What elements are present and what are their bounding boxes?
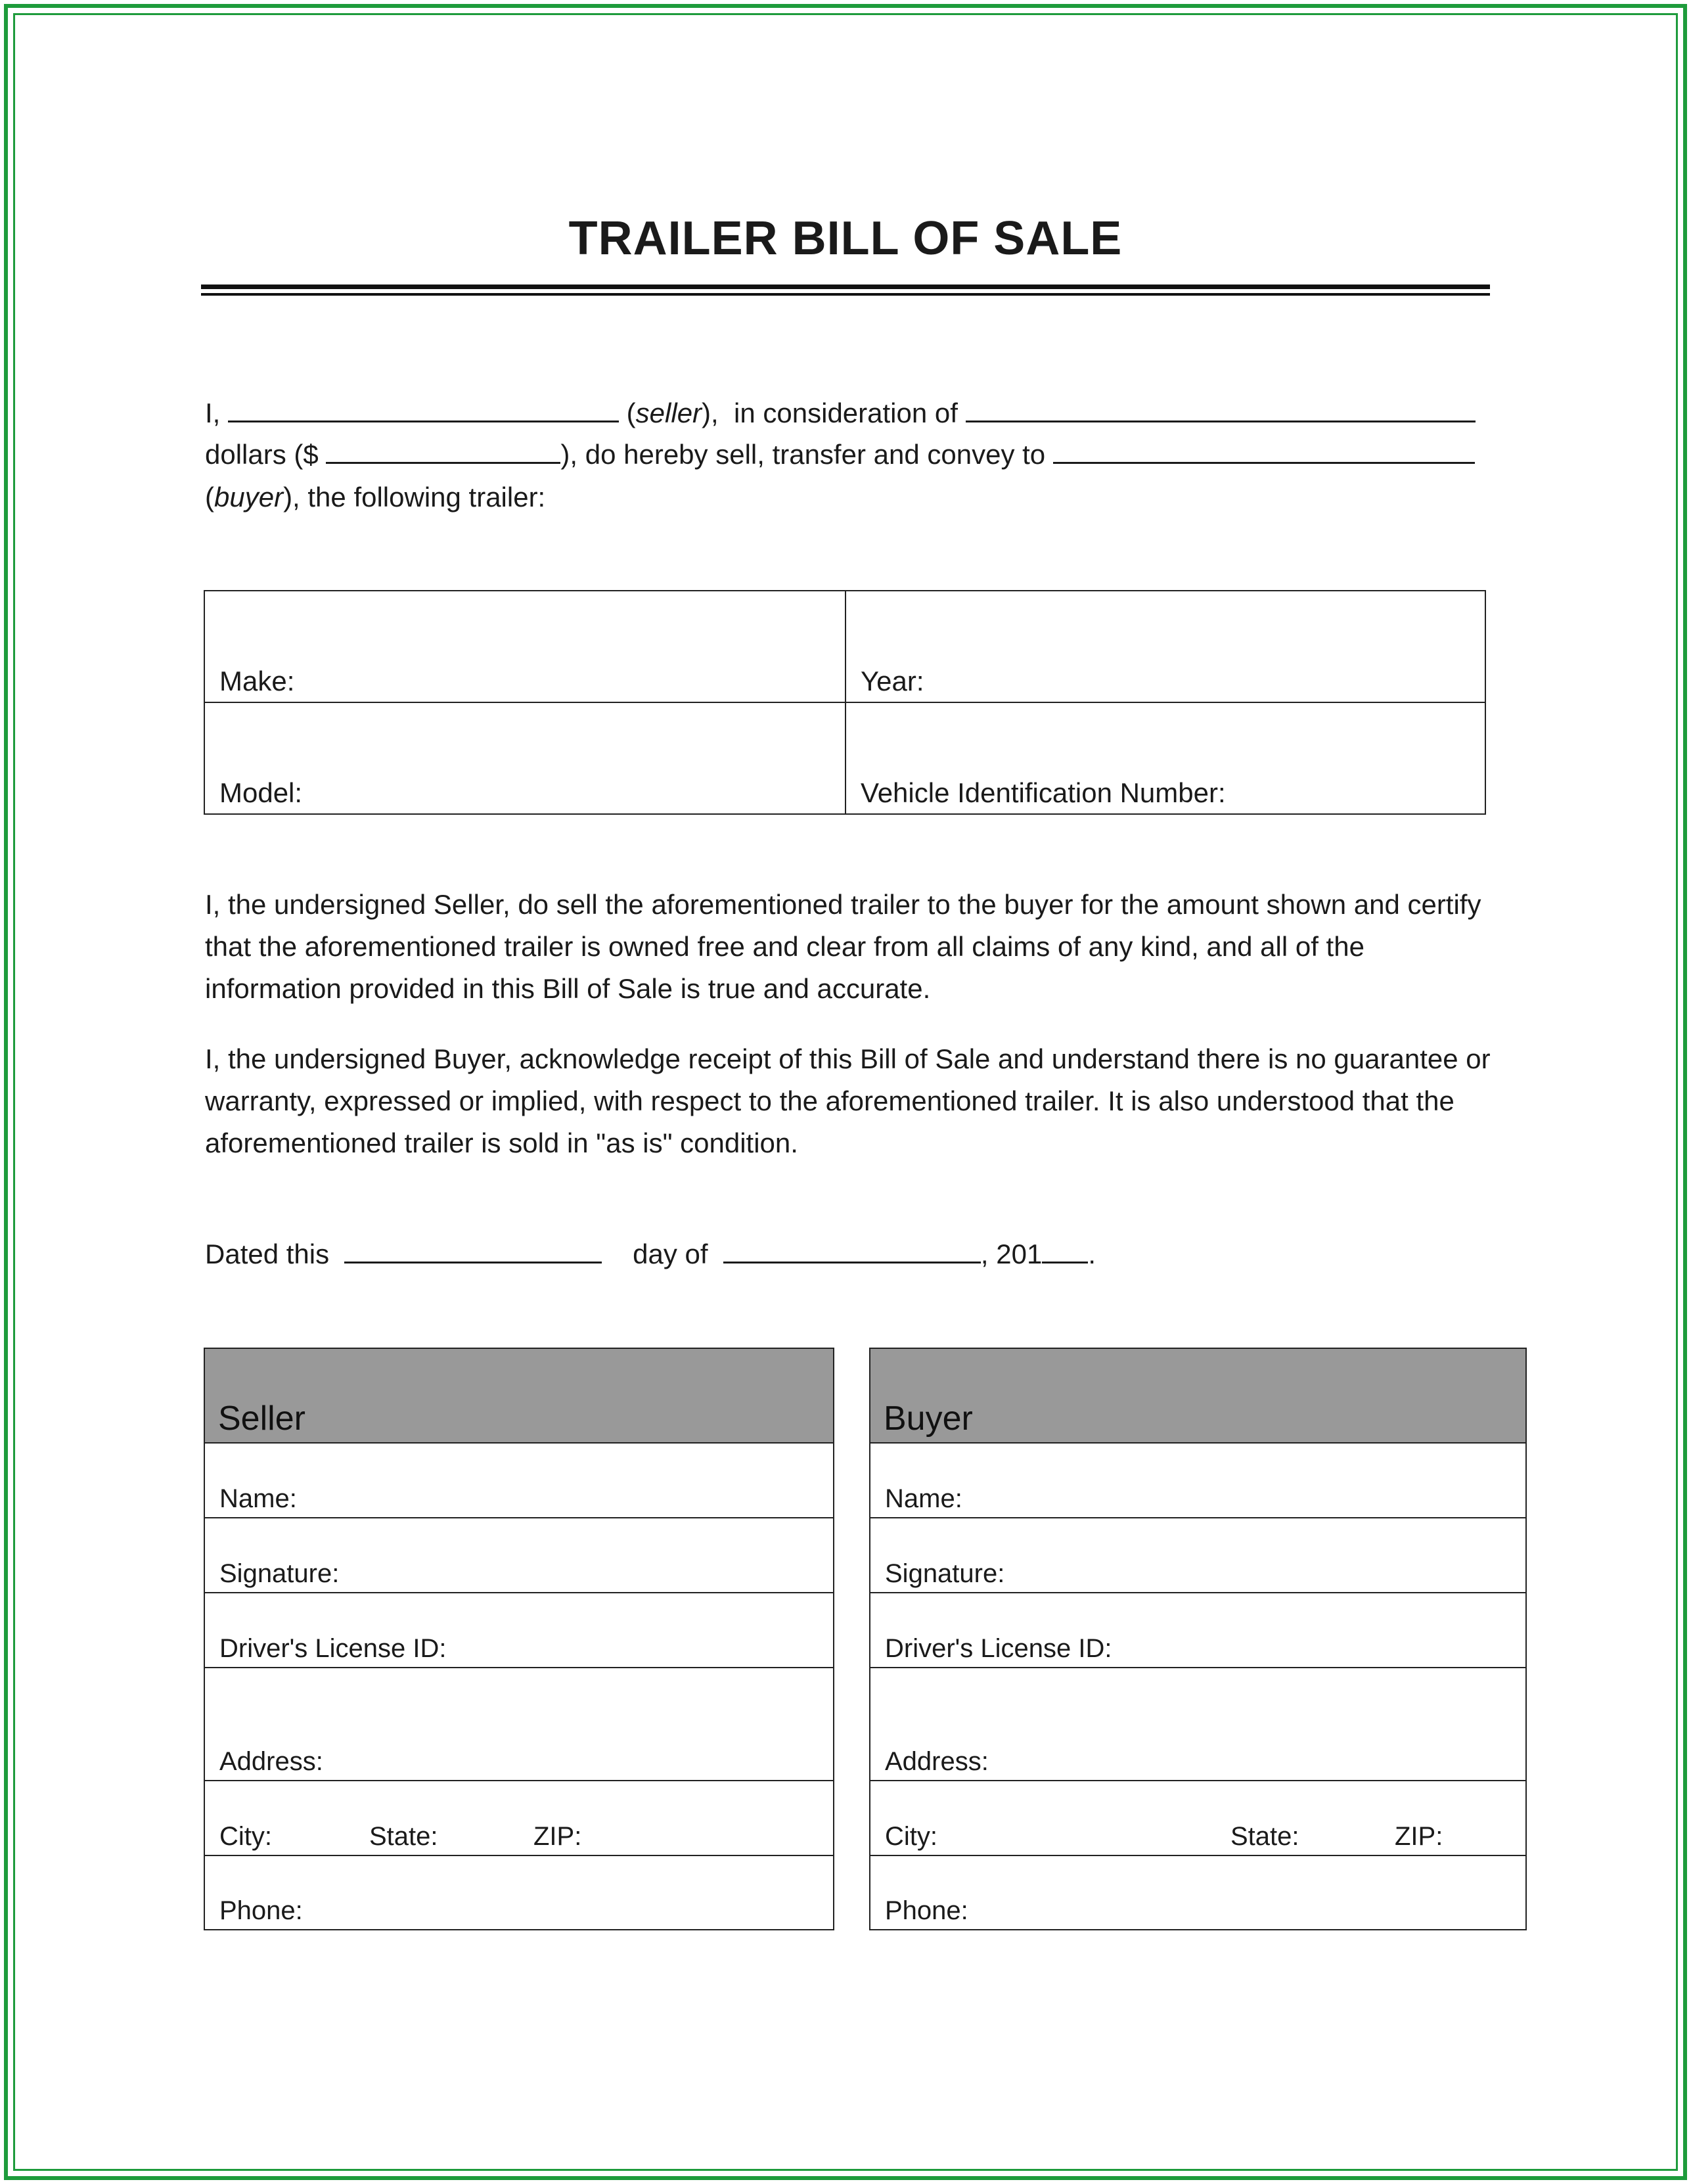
seller-address-row[interactable] [205,1668,833,1781]
buyer-header [870,1349,1525,1444]
seller-header [205,1349,833,1444]
seller-name-row[interactable] [205,1444,833,1518]
seller-license-label: Driver's License ID: [219,1634,447,1663]
buyer-signature-label: Signature: [885,1559,1005,1588]
buyer-statement: I, the undersigned Buyer, acknowledge receipt of this Bill of Sale and understand there is no guarantee or warranty, expressed or implied, with respect to the aforementioned trailer. It is also understood that the aforementioned trailer is sold in "as is" condition. [205,1043,1491,1158]
seller-term: seller [635,398,702,428]
buyer-table [869,1348,1527,1930]
buyer-zip-label: ZIP: [1395,1822,1443,1851]
buyer-address-label: Address: [885,1747,989,1776]
seller-state-label: State: [369,1822,438,1851]
vehicle-vin-cell[interactable] [846,703,1485,813]
buyer-state-label: State: [1230,1822,1299,1851]
dollar-amount-blank[interactable] [326,438,560,464]
buyer-address-row[interactable] [870,1668,1525,1781]
buyer-license-row[interactable] [870,1593,1525,1668]
buyer-city-row[interactable] [870,1781,1525,1856]
buyer-license-label: Driver's License ID: [885,1634,1112,1663]
seller-city-row[interactable] [205,1781,833,1856]
vehicle-year-cell[interactable] [846,591,1485,703]
intro-line-1: I, (seller), in consideration of [205,396,1476,431]
seller-zip-label: ZIP: [533,1822,582,1851]
intro-line-3: (buyer), the following trailer: [205,482,546,512]
model-label: Model: [219,777,303,808]
seller-statement: I, the undersigned Seller, do sell the aforementioned trailer to the buyer for the amount shown and certify that the aforementioned trailer is owned free and clear from all claims of any kind, and all of the information provided in this Bill of Sale is true and accurate. [205,889,1481,1004]
make-label: Make: [219,666,295,696]
seller-signature-label: Signature: [219,1559,340,1588]
title-rule-thin [201,293,1490,296]
seller-phone-row[interactable] [205,1856,833,1929]
title-rule-thick [201,284,1490,289]
buyer-name-label: Name: [885,1484,962,1513]
seller-signature-row[interactable] [205,1518,833,1593]
consideration-blank[interactable] [966,397,1476,422]
dated-line: Dated this day of , 201 . [205,1239,1096,1269]
vehicle-make-cell[interactable] [205,591,846,703]
seller-name-blank[interactable] [228,397,619,422]
day-blank[interactable] [344,1238,602,1263]
month-blank[interactable] [723,1238,981,1263]
buyer-term: buyer [214,482,284,512]
intro-line-2: dollars ($ ), do hereby sell, transfer and convey to [205,437,1475,472]
vehicle-table [204,590,1486,815]
seller-name-label: Name: [219,1484,297,1513]
buyer-heading: Buyer [884,1399,973,1438]
document-title: TRAILER BILL OF SALE [568,212,1123,265]
seller-table [204,1348,834,1930]
buyer-signature-row[interactable] [870,1518,1525,1593]
seller-heading: Seller [218,1399,305,1438]
vehicle-model-cell[interactable] [205,703,846,813]
year-blank[interactable] [1042,1238,1088,1263]
year-label: Year: [861,666,924,696]
buyer-city-label: City: [885,1822,937,1851]
buyer-phone-label: Phone: [885,1896,968,1925]
buyer-name-blank[interactable] [1053,438,1475,464]
seller-phone-label: Phone: [219,1896,303,1925]
buyer-name-row[interactable] [870,1444,1525,1518]
seller-city-label: City: [219,1822,272,1851]
vin-label: Vehicle Identification Number: [861,777,1226,808]
seller-address-label: Address: [219,1747,323,1776]
seller-license-row[interactable] [205,1593,833,1668]
buyer-phone-row[interactable] [870,1856,1525,1929]
